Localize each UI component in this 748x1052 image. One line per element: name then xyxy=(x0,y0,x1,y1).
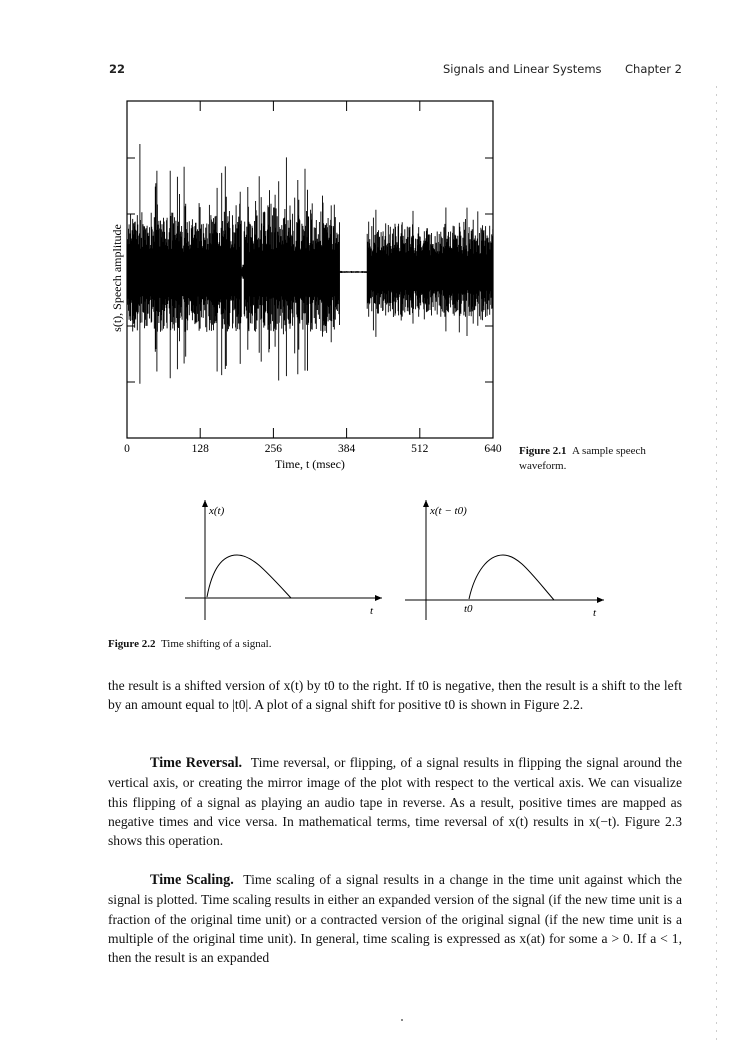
figure-2-2-caption xyxy=(108,638,271,650)
caption-text: A sample speech waveform. xyxy=(519,445,646,472)
left-pulse-curve xyxy=(207,555,291,598)
left-arrow xyxy=(375,595,382,601)
paragraph-1: the result is a shifted version of x(t) by t0 to the right. If t0 is negative, then the result is a shift to the left by an amount equal to |t0|. A plot of a signal shift for positive t0 is shown in Figure 2.2. xyxy=(108,678,682,713)
x-axis-label: Time, t (msec) xyxy=(275,457,345,471)
caption-label: Figure 2.1 xyxy=(519,445,567,457)
t0-label: t0 xyxy=(464,603,473,615)
caption-label: Figure 2.2 xyxy=(108,638,156,650)
heading-time-reversal: Time Reversal. xyxy=(150,755,243,771)
x-tick-label: 512 xyxy=(411,443,429,455)
paragraph-time-reversal xyxy=(108,753,682,850)
page-number: 22 xyxy=(109,62,126,76)
x-tick-label: 0 xyxy=(124,443,130,455)
x-tick-label: 640 xyxy=(484,443,502,455)
right-y-label: x(t − t0) xyxy=(430,505,467,517)
left-y-label: x(t) xyxy=(209,505,225,517)
paragraph-text: Time scaling of a signal results in a change in the time unit against which the signal is plotted. Time scaling results in either an expanded version of the signal (if the new time unit is a fraction of the original time unit) or a contracted version of the original signal (if the new time unit is a multiple of the original time unit). In general, time scaling is expressed as x(at) for some a > 0. If a < 1, then the result is an expanded xyxy=(108,872,682,966)
x-tick-label: 256 xyxy=(264,443,283,455)
x-tick-label: 384 xyxy=(337,443,356,455)
right-x-label: t xyxy=(593,607,597,619)
caption-text: Time shifting of a signal. xyxy=(160,638,272,650)
stray-mark xyxy=(401,1019,403,1021)
x-tick-label: 128 xyxy=(191,443,209,455)
heading-time-scaling: Time Scaling. xyxy=(150,872,234,888)
y-axis-label: s(t), Speech amplitude xyxy=(110,224,124,332)
chapter-label: Chapter 2 xyxy=(625,62,682,76)
right-arrow xyxy=(597,597,604,603)
left-up-arrow xyxy=(202,500,208,507)
right-up-arrow xyxy=(423,500,429,507)
running-title: Signals and Linear Systems xyxy=(443,62,602,76)
paragraph-time-scaling xyxy=(108,870,682,967)
left-x-label: t xyxy=(370,605,374,617)
right-pulse-curve xyxy=(469,555,554,600)
paragraph-text: Time reversal, or flipping, of a signal results in flipping the signal around the vertical axis, or creating the mirror image of the plot with respect to the vertical axis. We can visualize this flipping of a signal as playing an audio tape in reverse. As a result, positive times are mapped as negative times and vice versa. In mathematical terms, time reversal of x(t) results in x(−t). Figure 2.3 shows this operation. xyxy=(108,755,682,849)
